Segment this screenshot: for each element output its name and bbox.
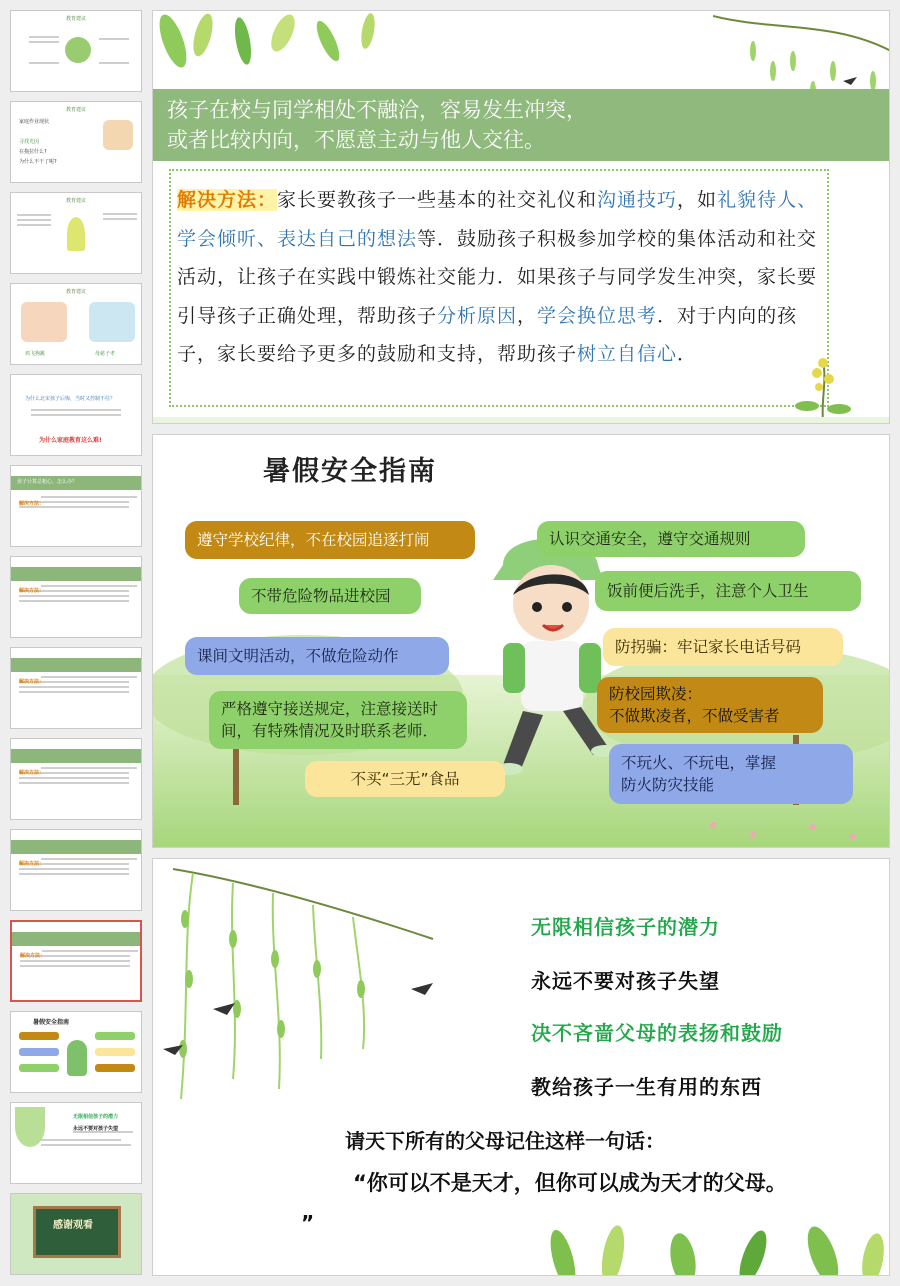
highlight-text: 树立自信心 xyxy=(577,343,678,365)
slide-closing-message xyxy=(152,858,890,1276)
quote-intro: 请天下所有的父母记住这样一句话： xyxy=(345,1129,665,1153)
thumbnail-14[interactable] xyxy=(10,1193,142,1275)
solution-label: 解决方法： xyxy=(177,189,278,211)
motto-line-3: 决不吝啬父母的表扬和鼓励 xyxy=(531,1021,783,1045)
slide-summer-safety xyxy=(152,434,890,848)
thumbnail-11-selected[interactable] xyxy=(10,920,142,1002)
thumb-caption: 鸡飞狗跳 xyxy=(25,351,46,357)
slide-social-skills xyxy=(152,10,890,424)
leaf-border-icon xyxy=(153,407,890,424)
thumbnail-4[interactable] xyxy=(10,283,142,365)
tip-text: 认识交通安全，遵守交通规则 xyxy=(549,530,751,548)
thumb-line: 无限相信孩子的潜力 xyxy=(73,1114,119,1120)
thumb-bar-text: 孩子计算总粗心，怎么办？ xyxy=(17,479,78,485)
thumb-label: 寻找光因 xyxy=(19,139,40,145)
willow-icon xyxy=(15,1107,45,1147)
tip-text: 不玩火、不玩电，掌握 xyxy=(621,754,777,772)
plant-icon xyxy=(67,217,85,251)
chalkboard-icon xyxy=(33,1206,121,1258)
highlight-text: 沟通技巧 xyxy=(597,189,678,211)
text-segment: 等．鼓励孩子积极参加学校的集体活动和社交活动，让孩子在实践中锻炼社交能力．如果孩子与同学发生冲突，家长要引导孩子正确处理，帮助孩子 xyxy=(177,227,818,327)
thumb-line: 为什么北宋孩子后悔，当时又控制不住？ xyxy=(25,396,116,402)
tip-text: 课间文明活动，不做危险动作 xyxy=(197,647,399,665)
text-segment: ． xyxy=(677,343,698,365)
tip-anti-abduction xyxy=(603,628,843,666)
thumbnail-6[interactable] xyxy=(10,465,142,547)
thumb-header: 教育建议 xyxy=(65,16,86,22)
tip-text: 不做欺凌者，不做受害者 xyxy=(609,707,780,725)
thumb-title: 暑假安全指南 xyxy=(33,1019,70,1026)
thumb-label: 解决方法： xyxy=(20,953,46,959)
thumb-label: 家庭作业现状 xyxy=(19,119,50,125)
tip-no-dangerous-items xyxy=(239,578,421,614)
tip-text: 防火防灾技能 xyxy=(621,776,715,794)
tip-text: 严格遵守接送规定，注意接送时 xyxy=(221,700,439,718)
highlight-text: 分析原因 xyxy=(437,304,518,327)
tip-traffic-safety xyxy=(537,521,805,557)
tip-text: 防校园欺凌： xyxy=(609,685,703,703)
tip-food-safety xyxy=(305,761,505,797)
tip-school-discipline xyxy=(185,521,475,559)
thumb-header: 教育建议 xyxy=(65,289,86,295)
thumb-label: 解决方法： xyxy=(19,861,45,867)
thumb-caption: 母慈子孝 xyxy=(95,351,116,357)
thumb-line: 永远不要对孩子失望 xyxy=(73,1126,119,1132)
slide-title: 暑假安全指南 xyxy=(263,456,437,487)
tree-icon xyxy=(65,37,91,63)
quote-text: “你可以不是天才，但你可以成为天才的父母。 xyxy=(353,1171,787,1195)
grass-corner-icon xyxy=(533,1199,890,1276)
solution-text xyxy=(177,181,831,374)
motto-line-2: 永远不要对孩子失望 xyxy=(531,969,720,993)
boy-illustration-icon xyxy=(67,1040,87,1076)
highlight-text: 学会换位思考 xyxy=(537,304,658,327)
thumb-label: 在拖拉什么? xyxy=(19,149,47,155)
thumbnail-9[interactable] xyxy=(10,738,142,820)
thumbnail-10[interactable] xyxy=(10,829,142,911)
kids-illustration-icon xyxy=(103,120,133,150)
tip-text: 饭前便后洗手，注意个人卫生 xyxy=(607,582,809,600)
thumb-line: 为什么家庭教育这么难! xyxy=(39,437,102,444)
thumb-header: 教育建议 xyxy=(65,107,86,113)
highlight-text: 礼貌待人、学会倾听、表达自己的想法 xyxy=(177,189,818,250)
motto-line-4: 教给孩子一生有用的东西 xyxy=(531,1075,762,1099)
leaves-top-left-icon xyxy=(153,11,413,81)
text-segment: 家长要教孩子一些基本的社交礼仪和 xyxy=(277,189,598,211)
text-segment: ．对于内向的孩子，家长要给予更多的鼓励和支持，帮助孩子 xyxy=(177,304,798,365)
tip-text: 遵守学校纪律，不在校园追逐打闹 xyxy=(197,531,430,549)
tip-text: 不买“三无”食品 xyxy=(350,770,460,788)
text-segment: ， xyxy=(517,304,538,327)
thumbnail-13[interactable] xyxy=(10,1102,142,1184)
thumb-label: 解决方法： xyxy=(19,679,45,685)
thumb-label: 解决方法： xyxy=(19,588,45,594)
thumb-label: 解决方法： xyxy=(19,770,45,776)
tip-hygiene xyxy=(595,571,861,611)
tip-text: 防拐骗：牢记家长电话号码 xyxy=(615,638,802,656)
thumbnail-8[interactable] xyxy=(10,647,142,729)
thumb-header: 教育建议 xyxy=(65,198,86,204)
tip-text: 间，有特殊情况及时联系老师． xyxy=(221,722,439,740)
thumbnail-2[interactable] xyxy=(10,101,142,183)
slide-title-line: 或者比较内向，不愿意主动与他人交往。 xyxy=(167,128,545,152)
tip-anti-bullying xyxy=(597,677,823,733)
slide-title xyxy=(167,95,867,155)
thumb-label: 解决方法： xyxy=(19,501,45,507)
thumb-board-text: 感谢观看 xyxy=(53,1220,93,1231)
willow-branches-icon xyxy=(153,859,453,1119)
tip-recess-activity xyxy=(185,637,449,675)
thumbnail-12[interactable] xyxy=(10,1011,142,1093)
text-segment: ，如 xyxy=(677,189,718,211)
slide-title-line: 孩子在校与同学相处不融洽，容易发生冲突， xyxy=(167,98,587,122)
thumbnail-5[interactable] xyxy=(10,374,142,456)
family-illustration-icon xyxy=(89,302,135,342)
motto-line-1: 无限相信孩子的潜力 xyxy=(531,915,720,939)
thumbnail-1[interactable] xyxy=(10,10,142,92)
thumb-label: 为什么不干了呢? xyxy=(19,159,57,165)
tip-pickup-rules xyxy=(209,691,467,749)
thumbnail-3[interactable] xyxy=(10,192,142,274)
tip-text: 不带危险物品进校园 xyxy=(251,587,391,605)
tip-fire-electric-safety xyxy=(609,744,853,804)
thumbnail-7[interactable] xyxy=(10,556,142,638)
family-illustration-icon xyxy=(21,302,67,342)
quote-close-mark: ” xyxy=(301,1211,315,1235)
